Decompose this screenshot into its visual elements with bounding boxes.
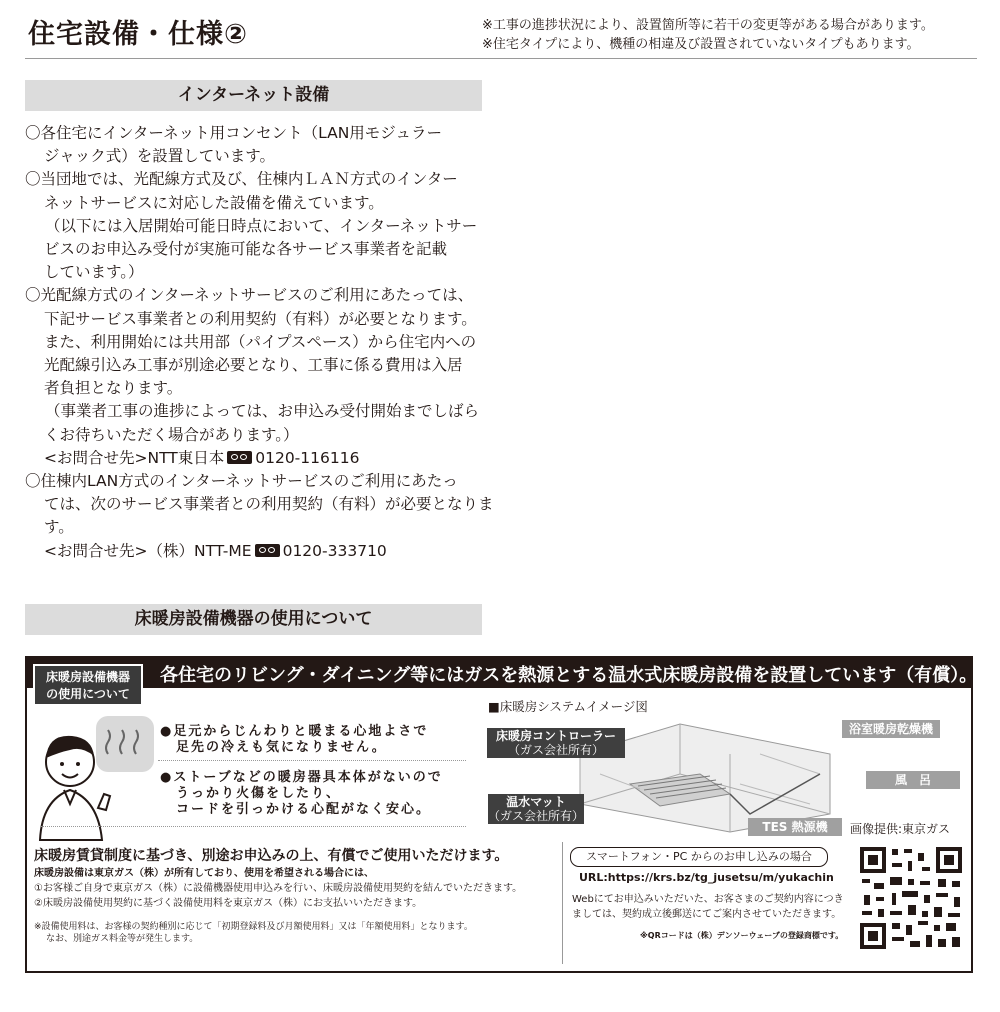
section-heading-internet: インターネット設備 xyxy=(25,80,482,111)
body-line: しています。） xyxy=(44,263,144,282)
contact-prefix: <お問合せ先>NTT東日本 xyxy=(44,448,225,467)
freedial-icon xyxy=(255,544,280,557)
body-line: ネットサービスに対応した設備を備えています。 xyxy=(44,193,384,212)
desc-line: Webにてお申込みいただいた、お客さまのご契約内容につき xyxy=(572,894,844,905)
smartphone-desc xyxy=(572,892,844,922)
body-line: ては、次のサービス事業者との利用契約（有料）が必要となりま xyxy=(44,495,494,514)
benefit-line: うっかり火傷をしたり、 xyxy=(176,786,342,801)
benefit-line: ●ストーブなどの暖房器具本体がないので xyxy=(160,770,443,785)
qr-code-icon[interactable] xyxy=(858,845,964,951)
body-line: くお待ちいただく場合があります。） xyxy=(44,425,299,444)
image-credit: 画像提供:東京ガス xyxy=(850,822,951,836)
body-line: 光配線引込み工事が別途必要となり、工事に係る費用は入居 xyxy=(44,356,463,375)
fee-note: ※設備使用料は、お客様の契約種別に応じて「初期登録料及び月額使用料」又は「年額使用料」となります。 xyxy=(34,922,473,932)
page-title: 住宅設備・仕様② xyxy=(28,19,248,50)
application-url[interactable]: URL:https://krs.bz/tg_jusetsu/m/yukachin xyxy=(579,871,834,884)
divider xyxy=(25,58,977,59)
freedial-icon xyxy=(227,451,252,464)
contact-tel: 0120-333710 xyxy=(282,541,387,560)
label-line: 床暖房コントローラー xyxy=(495,729,616,743)
divider xyxy=(40,826,466,827)
label-hot-water-mat xyxy=(488,794,584,824)
desc-line: ましては、契約成立後郵送にてご案内させていただきます。 xyxy=(572,909,842,920)
body-line: （事業者工事の進捗によっては、お申込み受付開始までしばら xyxy=(45,402,480,421)
rental-line: 床暖房設備は東京ガス（株）が所有しており、使用を希望される場合には、 xyxy=(34,868,374,879)
body-line: 〇当団地では、光配線方式及び、住棟内ＬＡＮ方式のインター xyxy=(25,170,458,189)
body-line: 〇光配線方式のインターネットサービスのご利用にあたっては、 xyxy=(25,286,474,305)
rental-heading: 床暖房賃貸制度に基づき、別途お申込みの上、有償でご使用いただけます。 xyxy=(34,848,509,864)
banner-text: 各住宅のリビング・ダイニング等にはガスを熱源とする温水式床暖房設備を設置しています（有償）。 xyxy=(160,665,978,686)
internet-body xyxy=(25,122,494,563)
header-notes xyxy=(482,16,934,54)
benefit-line: コードを引っかける心配がなく安心。 xyxy=(176,802,432,817)
body-line: ビスのお申込み受付が実施可能な各サービス事業者を記載 xyxy=(44,240,448,259)
contact-prefix: <お問合せ先>（株）NTT-ME xyxy=(44,541,252,560)
section-heading-floor-heating: 床暖房設備機器の使用について xyxy=(25,604,482,635)
rental-line: ②床暖房設備使用契約に基づく設備使用料を東京ガス（株）にお支払いいただきます。 xyxy=(34,898,423,909)
divider xyxy=(562,842,563,964)
qr-note: ※QRコードは（株）デンソーウェーブの登録商標です。 xyxy=(640,931,844,940)
fee-note: なお、別途ガス料金等が発生します。 xyxy=(46,934,199,944)
fee-notes xyxy=(34,921,473,945)
body-line: ジャック式）を設置しています。 xyxy=(44,147,275,166)
divider xyxy=(158,760,466,761)
contact-line-ntt-me xyxy=(25,540,485,563)
body-line: 〇住棟内LAN方式のインターネットサービスのご利用にあたっ xyxy=(25,472,458,491)
label-line: （ガス会社所有） xyxy=(507,743,604,757)
body-line: （以下には入居開始可能日時点において、インターネットサー xyxy=(45,216,478,235)
body-line: 〇各住宅にインターネット用コンセント（LAN用モジュラー xyxy=(25,124,442,142)
body-line: す。 xyxy=(44,518,74,537)
benefit-line: ●足元からじんわりと暖まる心地よさで xyxy=(160,724,429,739)
section-tag xyxy=(33,664,143,706)
rental-details xyxy=(34,866,522,911)
header-note: ※工事の進捗状況により、設置箇所等に若干の変更等がある場合があります。 xyxy=(482,18,934,33)
tag-line: の使用について xyxy=(46,687,130,701)
benefit-item xyxy=(160,770,443,818)
body-line: また、利用開始には共用部（パイプスペース）から住宅内への xyxy=(44,332,477,351)
body-line: 者負担となります。 xyxy=(44,379,183,398)
contact-line-ntt-east xyxy=(25,447,485,470)
smartphone-label: スマートフォン・PC からのお申し込みの場合 xyxy=(570,847,828,867)
label-bath-dryer: 浴室暖房乾燥機 xyxy=(842,720,940,738)
rental-line: ①お客様ご自身で東京ガス（株）に設備機器使用申込みを行い、床暖房設備使用契約を結んでいただきます。 xyxy=(34,883,523,894)
label-controller xyxy=(487,728,625,758)
benefit-line: 足先の冷えも気になりません。 xyxy=(176,740,387,755)
tag-line: 床暖房設備機器 xyxy=(45,670,130,684)
person-illustration xyxy=(30,712,158,842)
benefit-item xyxy=(160,724,428,756)
header-note: ※住宅タイプにより、機種の相違及び設置されていないタイプもあります。 xyxy=(482,37,920,52)
body-line: 下記サービス事業者との利用契約（有料）が必要となります。 xyxy=(44,309,477,328)
label-line: 温水マット xyxy=(506,795,566,809)
contact-tel: 0120-116116 xyxy=(255,448,360,467)
label-tes: TES 熱源機 xyxy=(748,818,842,836)
diagram-title: ■床暖房システムイメージ図 xyxy=(488,699,648,714)
label-line: （ガス会社所有） xyxy=(488,809,585,823)
label-bath: 風 呂 xyxy=(866,771,960,789)
